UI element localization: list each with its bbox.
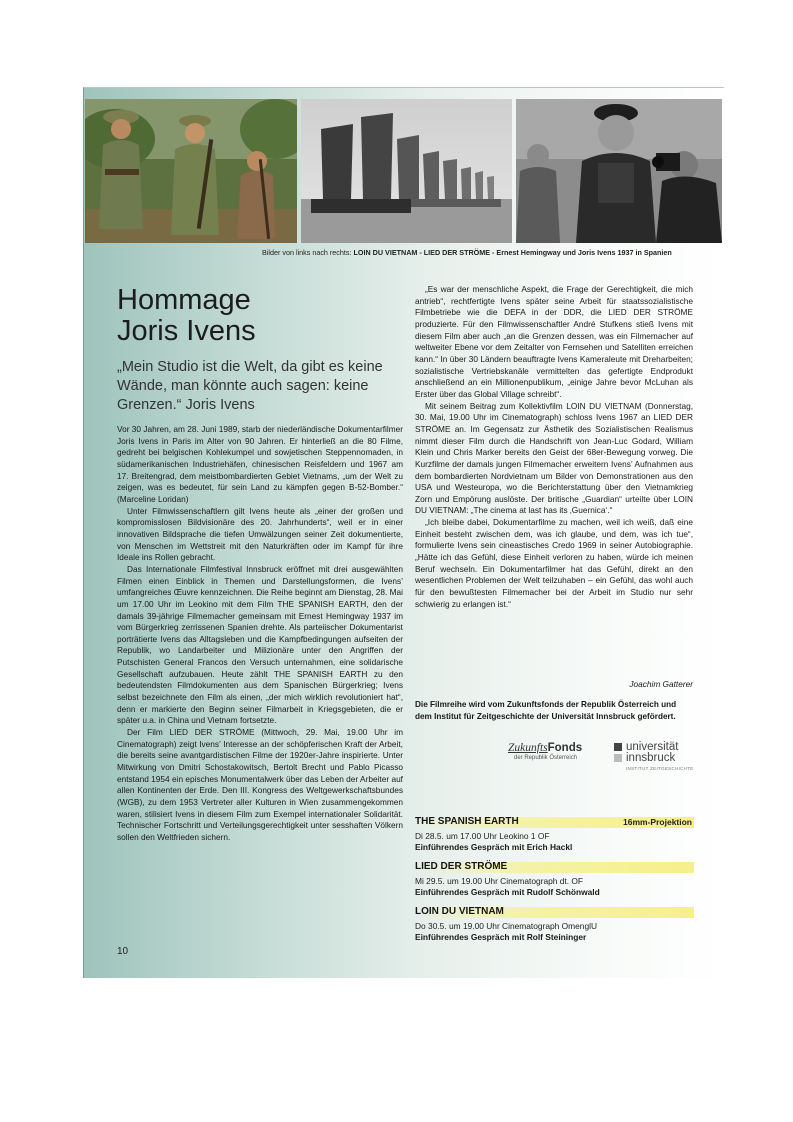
- caption-suffix: - Ernest Hemingway und Joris Ivens 1937 in Spanien: [490, 248, 672, 257]
- event-intro: Einführendes Gespräch mit Rolf Steininger: [415, 932, 587, 942]
- paragraph: „Es war der menschliche Aspekt, die Frage der Gerechtigkeit, die mich antrieb“, rechtfertigte Ivens später seine Arbeit für staatssozialistische Filmbetriebe wie die DEFA in der DDR, die LIED DER STRÖME produzierte. Für den Filmwissenschaftler André Stufkens stieß Ivens mit diesem Film aber auch „an die Grenzen dessen, was ein Filmemacher auf weltweiter Ebene vor dem Zeitalter von Fernsehen und Satelliten erreichen kann.“ In über 30 Ländern beauftragte Ivens Kameraleute mit Dreharbeiten; sozialistische Vertriebskanäle vermittelten das gefertigte Endprodukt anschließend an ein Millionenpublikum, „einige Jahre bevor McLuhan als Erster über das Global Village schreibt“.: [415, 284, 693, 399]
- logo-zf-part2: Fonds: [547, 742, 583, 754]
- event-title: LIED DER STRÖME: [415, 861, 508, 872]
- right-column: [415, 284, 693, 610]
- author-signature: Joachim Gatterer: [629, 679, 693, 689]
- paragraph: Das Internationale Filmfestival Innsbruck eröffnet mit drei ausgewählten Filmen einen Einblick in Themen und Darstellungsformen, die Ivens’ umfangreiches Œuvre kennzeichnen. Die Reihe beginnt am Dienstag, 28. Mai um 17.00 Uhr im Leokino mit dem Film THE SPANISH EARTH, den der damals 39-jährige Filmemacher gemeinsam mit Ernest Hemingway 1937 im vom Bürgerkrieg zerrissenen Spanien drehte. Als parteiischer Dokumentarist porträtierte Ivens das Alltagsleben und die Kampfbedingungen aufseiten der Republik, wo Landarbeiter und Milizionäre unter den Angriffen der Putschisten General Francos den Versuch unternahmen, eine solidarische Gesellschaft aufzubauen. Heute zählt THE SPANISH EARTH zu den bedeutendsten Filmdokumenten aus dem Spanischen Bürgerkrieg; Ivens selbst bezeichnete den Film als einen, „der mich wirklich revolutioniert hat“, denn er markierte den Beginn seiner Filmarbeit in Kriegsgebieten, die er später u.a. in China und Vietnam fortsetzte.: [117, 563, 403, 726]
- left-column: [117, 424, 403, 844]
- logo-uni-line1: universität: [626, 741, 679, 753]
- article-title: [117, 285, 256, 347]
- event-intro: Einführendes Gespräch mit Erich Hackl: [415, 842, 573, 852]
- event-spanish-earth: [414, 817, 694, 853]
- logo-square-light: [614, 754, 622, 762]
- event-title-bar: [414, 817, 694, 828]
- photo-hemingway-ivens: [516, 99, 722, 243]
- title-line1: Hommage: [117, 284, 251, 316]
- event-loin-du-vietnam: [414, 907, 694, 943]
- logo-uni-sub: INSTITUT ZEITGESCHICHTE: [626, 766, 694, 771]
- funding-note: Die Filmreihe wird vom Zukunftsfonds der Republik Österreich und dem Institut für Zeitgeschichte der Universität Innsbruck gefördert.: [415, 700, 677, 721]
- photo-lied-der-stroeme: [301, 99, 512, 243]
- title-line2: Joris Ivens: [117, 315, 256, 347]
- page-number: 10: [117, 946, 129, 957]
- event-schedule: Mi 29.5. um 19.00 Uhr Cinematograph dt. OF: [415, 876, 584, 886]
- logo-uni-line2: innsbruck: [626, 752, 676, 764]
- event-schedule: Di 28.5. um 17.00 Uhr Leokino 1 OF: [415, 831, 550, 841]
- university-logo: [614, 741, 704, 773]
- event-title: LOIN DU VIETNAM: [415, 906, 504, 917]
- paragraph: „Ich bleibe dabei, Dokumentarfilme zu machen, weil ich weiß, daß eine Einheit besteht zwischen dem, was ich glaube, und dem, was ich tue“, formulierte Ivens sein cineastisches Credo 1969 in seiner Autobiographie. „Hätte ich das Gefühl, diese Einheit verloren zu haben, würde ich meinen Beruf wechseln. Ein Dokumentarfilmer hat das Gefühl, direkt an den wesentlichen Problemen der Welt teilzuhaben – ein Gefühl, das wohl auch für den bewußtesten Filmemacher bei der Arbeit im Studio nur sehr schwierig zu erlangen ist.“: [415, 517, 693, 609]
- event-tag: 16mm-Projektion: [623, 817, 692, 827]
- event-title: THE SPANISH EARTH: [415, 816, 519, 827]
- zukunftsfonds-logo: [508, 742, 608, 761]
- event-schedule: Do 30.5. um 19.00 Uhr Cinematograph OmenglU: [415, 921, 598, 931]
- paragraph: Der Film LIED DER STRÖME (Mittwoch, 29. Mai, 19.00 Uhr im Cinematograph) zeigt Ivens’ Interesse an der schöpferischen Kraft der Arbeit, die bereits seine avantgardistischen Filme der 1920er-Jahre inspirierte. Unter Mitwirkung von Dmitri Schostakowitsch, Bertolt Brecht und Pablo Picasso entstand 1954 ein episches Monumentalwerk über das Leben der Arbeiter auf allen Kontinenten der Erde. Den III. Kongress des Weltgewerkschaftsbundes (WGB), zu dem 1953 Vertreter aller Kulturen in Wien zusammengekommen waren, stilisiert Ivens in diesem Film zum Exempel internationaler Solidarität. Technischer Fortschritt und Verteilungsgerechtigkeit unter sesshaften Völkern sollen den Weltfrieden sichern.: [117, 727, 403, 842]
- event-lied-der-stroeme: [414, 862, 694, 898]
- paragraph: Unter Filmwissenschaftlern gilt Ivens heute als „einer der großen und kompromisslosen Bildvisionäre des 20. Jahrhunderts“, weil er in einer innovativen Bildsprache die tiefen Umwälzungen seiner Zeit dokumentierte, von Menschen im Wettstreit mit den Naturkräften oder im Kampf für ihre Ideale ins Rollen gebracht.: [117, 505, 403, 563]
- paragraph: Mit seinem Beitrag zum Kollektivfilm LOIN DU VIETNAM (Donnerstag, 30. Mai, 19.00 Uhr im Cinematograph) schloss Ivens 1967 an LIED DER STRÖME an. Im Gegensatz zur Ästhetik des Sozialistischen Realismus nimmt dieser Film durch die Handschrift von Jean-Luc Godard, William Klein und Chris Marker bereits den Geist der 68er-Bewegung vorweg. Die Kurzfilme der damals jungen Filmemacher erweitern Ivens’ Aufnahmen aus dem bombardierten Nordvietnam um Bilder von Demonstrationen aus den USA und Westeuropa, wo die Berichterstattung über den Vietnamkrieg Zorn und Empörung auslöste. Der britische „Guardian“ urteilte über LOIN DU VIETNAM: „The cinema at last has its ‚Guernica‘.“: [415, 400, 693, 516]
- paragraph: Vor 30 Jahren, am 28. Juni 1989, starb der niederländische Dokumentarfilmer Joris Ivens in Paris im Alter von 90 Jahren. Er hinterließ an die 80 Filme, gedreht bei belgischen Kohlekumpel und sowjetischen Steppennomaden, in südamerikanischen Industriehäfen, chinesischen Reisfeldern und 1967 am 17. Breitengrad, dem meistbombardierten Gebiet Vietnams, „um der Welt zu zeigen, was es bedeutet, für sein Land zu kämpfen gegen B-52-Bomber.“ (Marceline Loridan): [117, 424, 403, 504]
- logo-zf-part1: Zukunfts: [508, 742, 548, 754]
- caption-films: LOIN DU VIETNAM - LIED DER STRÖME: [353, 248, 491, 257]
- photo-loin-du-vietnam: [85, 99, 297, 243]
- photo-caption: [262, 248, 672, 257]
- caption-prefix: Bilder von links nach rechts:: [262, 248, 354, 257]
- logo-zf-sub: der Republik Österreich: [514, 755, 578, 761]
- event-title-bar: [414, 907, 694, 918]
- event-intro: Einführendes Gespräch mit Rudolf Schönwald: [415, 887, 600, 897]
- logo-square-dark: [614, 743, 622, 751]
- intro-quote: „Mein Studio ist die Welt, da gibt es keine Wände, man könnte auch sagen: keine Grenzen.“ Joris Ivens: [117, 359, 383, 413]
- event-title-bar: [414, 862, 694, 873]
